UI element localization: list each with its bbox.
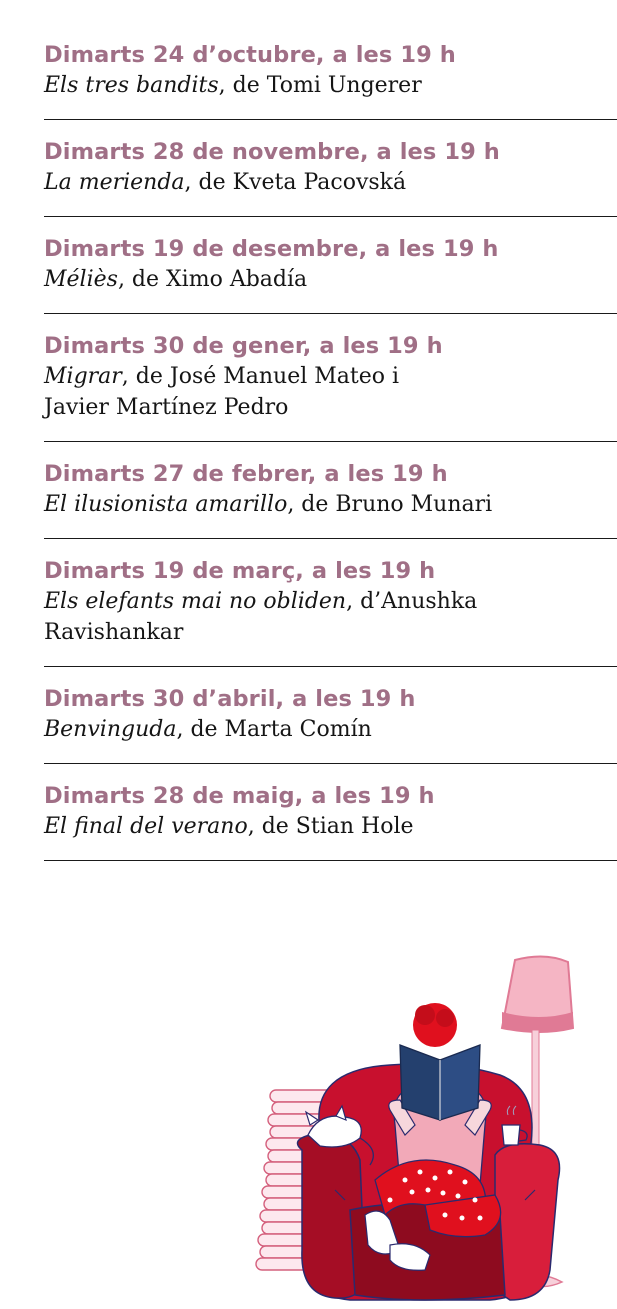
event-date: Dimarts 19 de març, a les 19 h xyxy=(44,558,436,584)
event-item xyxy=(44,667,617,764)
book-title: Benvinguda xyxy=(44,717,177,742)
event-date: Dimarts 28 de novembre, a les 19 h xyxy=(44,139,500,165)
event-item xyxy=(44,314,617,442)
book-author: , d’Anushka Ravishankar xyxy=(44,589,478,645)
book-title: Els tres bandits xyxy=(44,73,219,98)
book-title: Els elefants mai no obliden xyxy=(44,589,347,614)
event-date: Dimarts 24 d’octubre, a les 19 h xyxy=(44,42,456,68)
book-title: Méliès xyxy=(44,267,118,292)
book-title: Migrar xyxy=(44,364,122,389)
event-date: Dimarts 30 de gener, a les 19 h xyxy=(44,333,443,359)
event-item xyxy=(44,764,617,861)
event-book xyxy=(44,70,617,101)
event-item xyxy=(44,120,617,217)
event-date: Dimarts 28 de maig, a les 19 h xyxy=(44,783,435,809)
book-title: La merienda xyxy=(44,170,185,195)
book-author: , de Bruno Munari xyxy=(287,492,493,517)
book-author: , de Tomi Ungerer xyxy=(218,73,422,98)
book-author: , de Ximo Abadía xyxy=(117,267,308,292)
event-item xyxy=(44,442,617,539)
event-book xyxy=(44,586,494,648)
event-item xyxy=(44,539,617,667)
book-title: El ilusionista amarillo xyxy=(44,492,288,517)
book-author: , de Marta Comín xyxy=(176,717,372,742)
event-date: Dimarts 27 de febrer, a les 19 h xyxy=(44,461,448,487)
event-book xyxy=(44,167,617,198)
book-author: , de Kveta Pacovská xyxy=(184,170,407,195)
event-item xyxy=(44,217,617,314)
event-date: Dimarts 19 de desembre, a les 19 h xyxy=(44,236,499,262)
book-title: El final del verano xyxy=(44,814,248,839)
event-list xyxy=(44,0,617,861)
event-book xyxy=(44,264,617,295)
event-date: Dimarts 30 d’abril, a les 19 h xyxy=(44,686,416,712)
event-book xyxy=(44,811,617,842)
book-author: , de José Manuel Mateo i Javier Martínez Pedro xyxy=(44,364,400,420)
event-book xyxy=(44,714,617,745)
event-book xyxy=(44,361,424,423)
event-item xyxy=(44,0,617,120)
girl-reading-in-armchair-illustration xyxy=(240,950,600,1309)
book-author: , de Stian Hole xyxy=(247,814,414,839)
event-book xyxy=(44,489,617,520)
